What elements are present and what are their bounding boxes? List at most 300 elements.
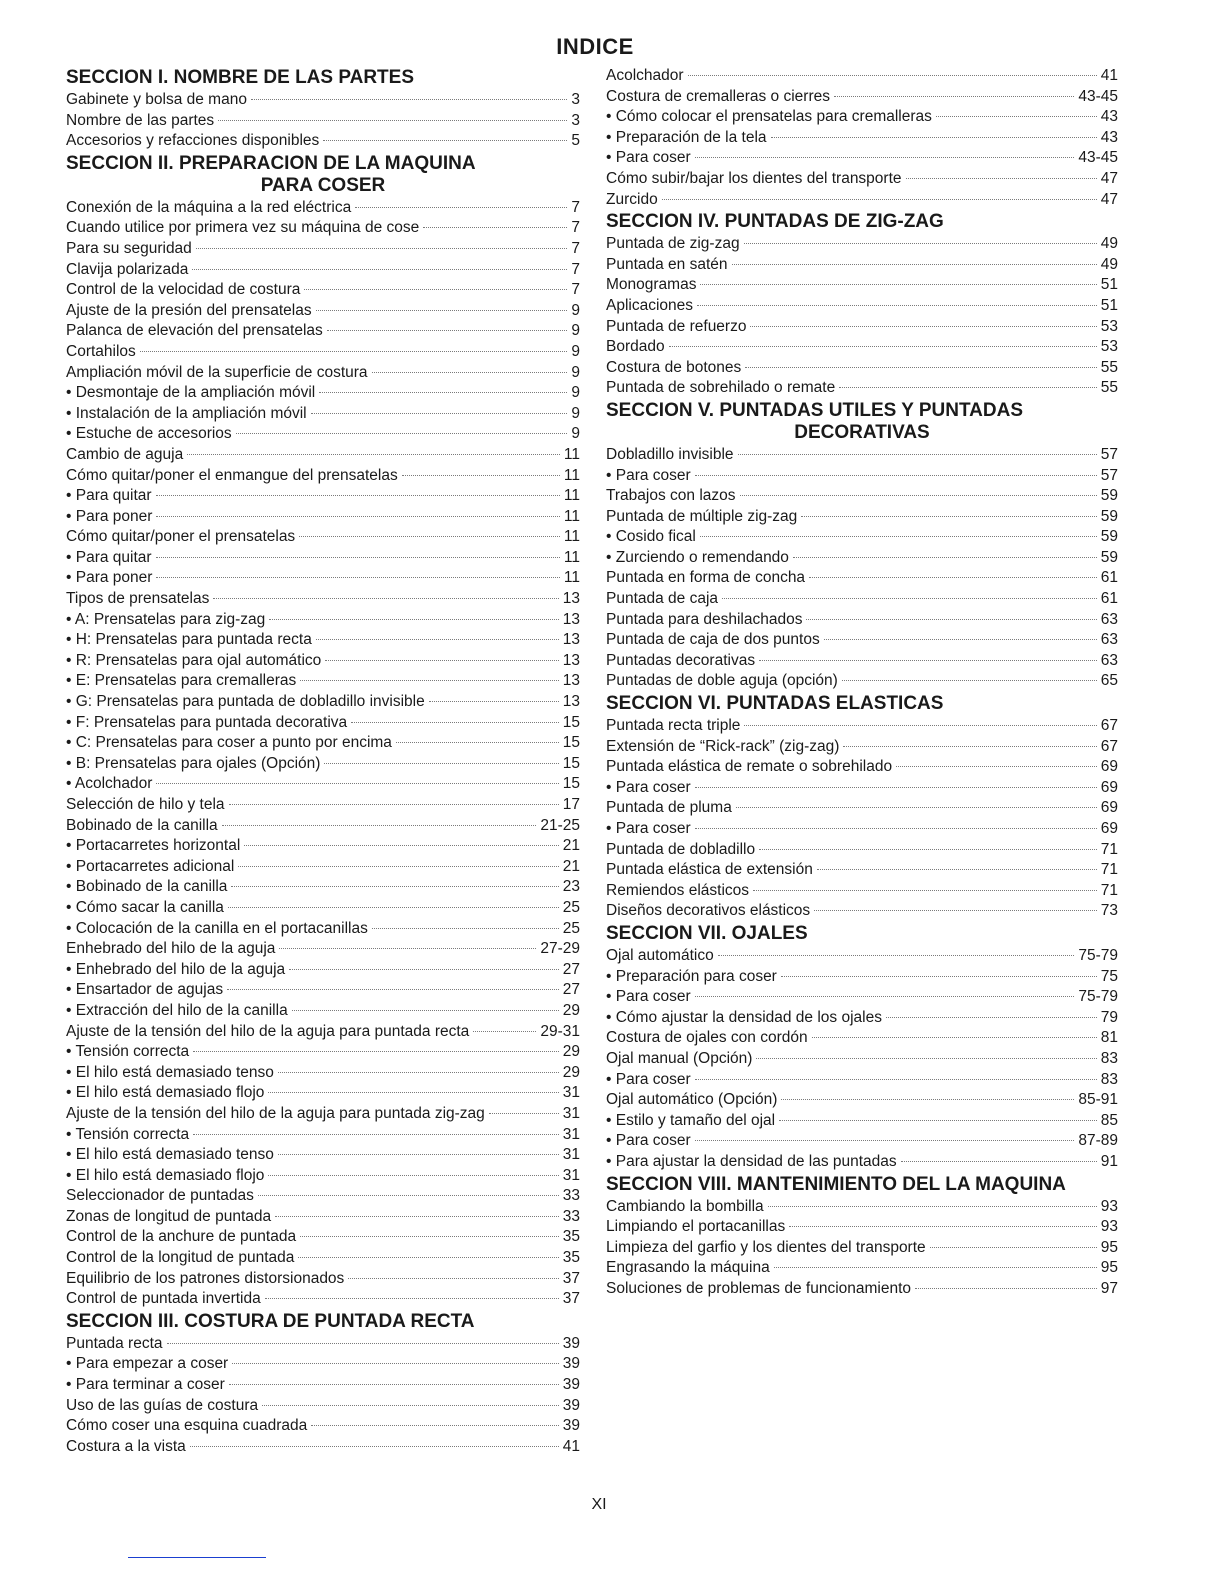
toc-entry[interactable] <box>66 507 580 528</box>
dot-leader <box>774 1266 1097 1268</box>
toc-entry[interactable] <box>606 1258 1118 1279</box>
dot-leader <box>187 453 560 455</box>
entry-page: 29 <box>562 1001 580 1019</box>
entry-title: Seleccionador de puntadas <box>66 1187 254 1205</box>
dot-leader <box>299 535 560 537</box>
entry-page: 75-79 <box>1078 946 1118 964</box>
dot-leader <box>695 156 1075 158</box>
toc-entry[interactable] <box>606 148 1118 169</box>
entry-page: 39 <box>562 1355 580 1373</box>
entry-page: 7 <box>571 239 580 257</box>
entry-title: • Zurciendo o remendando <box>606 548 789 566</box>
toc-entry[interactable] <box>66 816 580 837</box>
toc-entry[interactable] <box>66 713 580 734</box>
toc-entry[interactable] <box>66 527 580 548</box>
toc-entry[interactable] <box>66 280 580 301</box>
entry-page: 91 <box>1100 1152 1118 1170</box>
dot-leader <box>236 432 568 434</box>
dot-leader <box>229 1383 559 1385</box>
entry-title: Cambiando la bombilla <box>606 1197 764 1215</box>
toc-entry[interactable] <box>66 960 580 981</box>
toc-entry[interactable] <box>606 337 1118 358</box>
dot-leader <box>316 309 568 311</box>
toc-entry[interactable] <box>66 692 580 713</box>
section-heading-line: SECCION VIII. MANTENIMIENTO DEL LA MAQUINA <box>606 1173 1066 1195</box>
dot-leader <box>429 700 559 702</box>
entry-page: 69 <box>1100 778 1118 796</box>
dot-leader <box>227 988 559 990</box>
toc-entry[interactable] <box>66 424 580 445</box>
toc-entry[interactable] <box>606 967 1118 988</box>
entry-title: Tipos de prensatelas <box>66 590 210 608</box>
dot-leader <box>269 618 558 620</box>
toc-entry[interactable] <box>606 716 1118 737</box>
entry-page: 31 <box>562 1084 580 1102</box>
toc-entry[interactable] <box>606 234 1118 255</box>
toc-entry[interactable] <box>66 321 580 342</box>
dot-leader <box>695 995 1075 997</box>
toc-entry[interactable] <box>66 1248 580 1269</box>
toc-entry[interactable] <box>66 939 580 960</box>
entry-page: 61 <box>1100 569 1118 587</box>
entry-title: Ojal automático <box>606 946 714 964</box>
entry-page: 85-91 <box>1078 1091 1118 1109</box>
dot-leader <box>279 947 536 949</box>
toc-entry[interactable] <box>606 1070 1118 1091</box>
section-heading-line-2: PARA COSER <box>260 174 386 196</box>
toc-entry[interactable] <box>66 1269 580 1290</box>
entry-page: 35 <box>562 1249 580 1267</box>
toc-entry[interactable] <box>66 919 580 940</box>
page-title: INDICE <box>556 34 634 59</box>
entry-page: 7 <box>571 219 580 237</box>
dot-leader <box>196 247 568 249</box>
dot-leader <box>372 927 559 929</box>
toc-entry[interactable] <box>606 87 1118 108</box>
entry-page: 13 <box>562 651 580 669</box>
entry-page: 79 <box>1100 1008 1118 1026</box>
dot-leader <box>324 762 558 764</box>
toc-entry[interactable] <box>606 275 1118 296</box>
entry-title: • El hilo está demasiado flojo <box>66 1166 265 1184</box>
toc-entry[interactable] <box>66 1334 580 1355</box>
toc-entry[interactable] <box>66 90 580 111</box>
toc-entry[interactable] <box>66 877 580 898</box>
entry-title: • Ensartador de agujas <box>66 981 224 999</box>
toc-entry[interactable] <box>66 630 580 651</box>
entry-title: • Extracción del hilo de la canilla <box>66 1001 288 1019</box>
toc-entry[interactable] <box>606 317 1118 338</box>
toc-entry[interactable] <box>606 798 1118 819</box>
toc-entry[interactable] <box>606 507 1118 528</box>
entry-title: • Colocación de la canilla en el portacanillas <box>66 919 368 937</box>
dot-leader <box>740 494 1097 496</box>
entry-title: • Para coser <box>606 778 691 796</box>
entry-page: 11 <box>563 507 580 525</box>
entry-page: 75-79 <box>1078 988 1118 1006</box>
entry-title: Cortahilos <box>66 342 136 360</box>
toc-entry[interactable] <box>606 819 1118 840</box>
entry-page: 3 <box>571 111 580 129</box>
entry-page: 11 <box>563 466 580 484</box>
entry-page: 17 <box>562 796 580 813</box>
toc-entry[interactable] <box>606 1028 1118 1049</box>
entry-page: 61 <box>1100 590 1118 608</box>
toc-entry[interactable] <box>606 378 1118 399</box>
dot-leader <box>738 453 1097 455</box>
toc-entry[interactable] <box>606 445 1118 466</box>
entry-title: • G: Prensatelas para puntada de dobladillo invisible <box>66 693 425 711</box>
entry-title: • B: Prensatelas para ojales (Opción) <box>66 754 321 772</box>
dot-leader <box>268 1174 558 1176</box>
toc-entry[interactable] <box>66 671 580 692</box>
toc-entry[interactable] <box>66 980 580 1001</box>
dot-leader <box>423 226 567 228</box>
dot-leader <box>238 865 558 867</box>
toc-entry[interactable] <box>606 610 1118 631</box>
toc-entry[interactable] <box>606 881 1118 902</box>
dot-leader <box>355 206 567 208</box>
dot-leader <box>300 679 558 681</box>
toc-entry[interactable] <box>66 651 580 672</box>
entry-title: Trabajos con lazos <box>606 487 736 505</box>
entry-title: Bordado <box>606 338 665 356</box>
toc-entry[interactable] <box>66 1437 580 1458</box>
dot-leader <box>268 1091 558 1093</box>
toc-entry[interactable] <box>606 527 1118 548</box>
section-heading <box>66 67 580 89</box>
dot-leader <box>300 1235 559 1237</box>
toc-entry[interactable] <box>66 754 580 775</box>
entry-title: Puntada de refuerzo <box>606 317 747 335</box>
entry-page: 9 <box>571 363 580 381</box>
entry-title: Puntada en satén <box>606 255 728 273</box>
dot-leader <box>372 371 568 373</box>
entry-page: 25 <box>562 898 580 916</box>
entry-page: 25 <box>562 919 580 937</box>
toc-entry[interactable] <box>66 1145 580 1166</box>
toc-entry[interactable] <box>606 568 1118 589</box>
dot-leader <box>156 556 560 558</box>
toc-entry[interactable] <box>606 190 1118 211</box>
toc-entry[interactable] <box>66 363 580 384</box>
entry-page: 63 <box>1100 631 1118 649</box>
entry-title: Cambio de aguja <box>66 445 184 463</box>
toc-entry[interactable] <box>606 466 1118 487</box>
toc-entry[interactable] <box>606 1152 1118 1173</box>
dot-leader <box>473 1030 536 1032</box>
entry-page: 53 <box>1100 338 1118 356</box>
toc-entry[interactable] <box>66 898 580 919</box>
dot-leader <box>759 659 1097 661</box>
toc-entry[interactable] <box>606 757 1118 778</box>
entry-title: Monogramas <box>606 276 697 294</box>
toc-entry[interactable] <box>606 358 1118 379</box>
toc-entry[interactable] <box>66 1166 580 1187</box>
dot-leader <box>669 345 1097 347</box>
toc-entry[interactable] <box>66 836 580 857</box>
dot-leader <box>901 1160 1097 1162</box>
toc-entry[interactable] <box>66 301 580 322</box>
entry-page: 57 <box>1100 466 1118 484</box>
entry-title: • A: Prensatelas para zig-zag <box>66 610 266 628</box>
dot-leader <box>736 806 1097 808</box>
toc-entry[interactable] <box>606 1217 1118 1238</box>
entry-title: • Para coser <box>606 1132 691 1150</box>
dot-leader <box>789 1225 1097 1227</box>
entry-title: Ampliación móvil de la superficie de costura <box>66 363 368 381</box>
dot-leader <box>695 1078 1097 1080</box>
toc-entry[interactable] <box>606 107 1118 128</box>
entry-page: 15 <box>562 713 580 731</box>
dot-leader <box>402 474 560 476</box>
dot-leader <box>275 1215 559 1217</box>
toc-entry[interactable] <box>606 548 1118 569</box>
toc-entry[interactable] <box>606 589 1118 610</box>
entry-title: Nombre de las partes <box>66 111 215 129</box>
entry-title: • Estilo y tamaño del ojal <box>606 1111 776 1129</box>
entry-title: Conexión de la máquina a la red eléctrica <box>66 198 352 216</box>
entry-page: 95 <box>1100 1238 1118 1256</box>
dot-leader <box>327 329 568 331</box>
toc-entry[interactable] <box>66 1354 580 1375</box>
entry-title: • Portacarretes adicional <box>66 857 235 875</box>
entry-title: Control de la anchure de puntada <box>66 1228 297 1246</box>
dot-leader <box>753 889 1097 891</box>
entry-page: 43-45 <box>1078 149 1118 167</box>
toc-entry[interactable] <box>606 630 1118 651</box>
dot-leader <box>695 786 1097 788</box>
toc-entry[interactable] <box>66 1375 580 1396</box>
entry-page: 31 <box>562 1146 580 1164</box>
dot-leader <box>244 844 558 846</box>
entry-page: 39 <box>562 1334 580 1352</box>
entry-page: 21-25 <box>540 816 580 834</box>
entry-page: 9 <box>571 425 580 443</box>
toc-entry[interactable] <box>66 466 580 487</box>
entry-page: 15 <box>562 734 580 752</box>
section-heading <box>66 153 580 197</box>
dot-leader <box>156 494 560 496</box>
toc-entry[interactable] <box>66 1001 580 1022</box>
toc-entry[interactable] <box>606 66 1118 87</box>
entry-title: • Cosido fical <box>606 528 696 546</box>
entry-page: 93 <box>1100 1197 1118 1215</box>
toc-entry[interactable] <box>66 445 580 466</box>
dot-leader <box>906 177 1097 179</box>
toc-entry[interactable] <box>66 1022 580 1043</box>
entry-title: Puntada para deshilachados <box>606 610 803 628</box>
entry-title: Puntadas de doble aguja (opción) <box>606 672 838 690</box>
toc-entry[interactable] <box>66 1227 580 1248</box>
toc-entry[interactable] <box>66 1416 580 1437</box>
entry-title: • Preparación para coser <box>606 967 777 985</box>
toc-entry[interactable] <box>66 1186 580 1207</box>
section-heading-line: SECCION II. PREPARACION DE LA MAQUINA <box>66 152 476 174</box>
entry-page: 47 <box>1100 190 1118 208</box>
toc-entry[interactable] <box>66 774 580 795</box>
toc-entry[interactable] <box>66 131 580 152</box>
toc-entry[interactable] <box>66 486 580 507</box>
entry-page: 11 <box>563 445 580 463</box>
entry-page: 21 <box>562 857 580 875</box>
toc-entry[interactable] <box>66 589 580 610</box>
toc-entry[interactable] <box>606 128 1118 149</box>
entry-title: Cómo subir/bajar los dientes del transporte <box>606 169 902 187</box>
entry-page: 75 <box>1100 967 1118 985</box>
toc-entry[interactable] <box>66 1083 580 1104</box>
toc-entry[interactable] <box>66 610 580 631</box>
toc-entry[interactable] <box>606 737 1118 758</box>
dot-leader <box>298 1256 558 1258</box>
entry-page: 49 <box>1100 235 1118 253</box>
toc-entry[interactable] <box>606 1131 1118 1152</box>
entry-title: • Instalación de la ampliación móvil <box>66 404 307 422</box>
toc-entry[interactable] <box>66 1289 580 1310</box>
entry-title: Dobladillo invisible <box>606 445 734 463</box>
entry-title: • Cómo ajustar la densidad de los ojales <box>606 1008 882 1026</box>
toc-entry[interactable] <box>66 795 580 816</box>
dot-leader <box>722 597 1097 599</box>
toc-entry[interactable] <box>606 860 1118 881</box>
entry-title: Clavija polarizada <box>66 260 189 278</box>
toc-entry[interactable] <box>606 1008 1118 1029</box>
toc-entry[interactable] <box>66 1042 580 1063</box>
dot-leader <box>258 1194 559 1196</box>
section-heading-line: SECCION VI. PUNTADAS ELASTICAS <box>606 693 944 715</box>
entry-page: 27-29 <box>540 940 580 958</box>
entry-title: Ajuste de la presión del prensatelas <box>66 301 312 319</box>
dot-leader <box>745 366 1096 368</box>
entry-title: Costura de botones <box>606 358 742 376</box>
toc-entry[interactable] <box>606 778 1118 799</box>
entry-page: 9 <box>571 322 580 340</box>
entry-page: 59 <box>1100 507 1118 525</box>
entry-title: Puntada elástica de remate o sobrehilado <box>606 758 893 776</box>
toc-entry[interactable] <box>606 1111 1118 1132</box>
toc-entry[interactable] <box>66 218 580 239</box>
dot-leader <box>396 741 559 743</box>
toc-entry[interactable] <box>66 733 580 754</box>
section-heading <box>606 1174 1118 1196</box>
dot-leader <box>896 765 1097 767</box>
entry-page: 73 <box>1100 902 1118 920</box>
dot-leader <box>156 576 559 578</box>
toc-entry[interactable] <box>66 111 580 132</box>
toc-entry[interactable] <box>606 1279 1118 1300</box>
toc-entry[interactable] <box>66 857 580 878</box>
dot-leader <box>700 283 1096 285</box>
toc-entry[interactable] <box>606 1049 1118 1070</box>
toc-entry[interactable] <box>66 1125 580 1146</box>
entry-page: 83 <box>1100 1049 1118 1067</box>
entry-page: 41 <box>1100 67 1118 84</box>
toc-entry[interactable] <box>66 1063 580 1084</box>
section-heading <box>66 1311 580 1333</box>
dot-leader <box>319 391 567 393</box>
dot-leader <box>348 1277 558 1279</box>
entry-title: Accesorios y refacciones disponibles <box>66 132 320 150</box>
entry-page: 71 <box>1100 840 1118 858</box>
entry-page: 81 <box>1100 1029 1118 1047</box>
entry-title: Ajuste de la tensión del hilo de la aguja para puntada recta <box>66 1022 470 1040</box>
toc-entry[interactable] <box>606 671 1118 692</box>
toc-entry[interactable] <box>606 296 1118 317</box>
entry-page: 63 <box>1100 610 1118 628</box>
toc-entry[interactable] <box>606 486 1118 507</box>
entry-page: 59 <box>1100 528 1118 546</box>
toc-entry[interactable] <box>66 1207 580 1228</box>
entry-page: 43 <box>1100 128 1118 146</box>
entry-page: 39 <box>562 1376 580 1394</box>
entry-title: Puntada de sobrehilado o remate <box>606 379 836 397</box>
toc-entry[interactable] <box>66 239 580 260</box>
toc-entry[interactable] <box>66 1104 580 1125</box>
dot-leader <box>915 1287 1097 1289</box>
footer-rule <box>128 1557 266 1558</box>
dot-leader <box>156 782 558 784</box>
dot-leader <box>843 745 1096 747</box>
toc-entry[interactable] <box>606 1238 1118 1259</box>
entry-title: • Para coser <box>606 466 691 484</box>
entry-title: Enhebrado del hilo de la aguja <box>66 940 276 958</box>
toc-entry[interactable] <box>66 260 580 281</box>
entry-title: • Para coser <box>606 149 691 167</box>
toc-entry[interactable] <box>66 1396 580 1417</box>
entry-title: Aplicaciones <box>606 296 694 314</box>
toc-entry[interactable] <box>606 1090 1118 1111</box>
toc-entry[interactable] <box>606 169 1118 190</box>
toc-entry[interactable] <box>606 946 1118 967</box>
entry-page: 43-45 <box>1078 87 1118 105</box>
toc-entry[interactable] <box>606 840 1118 861</box>
dot-leader <box>695 474 1097 476</box>
entry-title: • Para coser <box>606 1070 691 1088</box>
entry-page: 71 <box>1100 861 1118 879</box>
toc-entry[interactable] <box>66 342 580 363</box>
toc-entry[interactable] <box>606 255 1118 276</box>
toc-entry[interactable] <box>606 987 1118 1008</box>
entry-page: 51 <box>1100 296 1118 314</box>
entry-title: Limpieza del garfio y los dientes del transporte <box>606 1238 926 1256</box>
toc-entry[interactable] <box>66 198 580 219</box>
entry-page: 37 <box>562 1269 580 1287</box>
entry-title: Control de puntada invertida <box>66 1290 261 1308</box>
toc-entry[interactable] <box>66 548 580 569</box>
entry-title: • Para poner <box>66 569 153 587</box>
entry-title: • H: Prensatelas para puntada recta <box>66 631 312 649</box>
entry-page: 11 <box>563 548 580 566</box>
entry-title: • Para coser <box>606 820 691 837</box>
toc-entry[interactable] <box>606 901 1118 922</box>
entry-page: 37 <box>562 1290 580 1308</box>
entry-title: • Desmontaje de la ampliación móvil <box>66 384 316 402</box>
entry-page: 9 <box>571 404 580 422</box>
toc-entry[interactable] <box>606 1197 1118 1218</box>
entry-title: Puntada recta <box>66 1334 163 1352</box>
entry-page: 13 <box>562 610 580 628</box>
entry-title: • Para ajustar la densidad de las puntadas <box>606 1152 897 1170</box>
toc-entry[interactable] <box>606 651 1118 672</box>
dot-leader <box>292 1009 559 1011</box>
entry-title: • Estuche de accesorios <box>66 425 232 443</box>
entry-title: • Cómo colocar el prensatelas para cremalleras <box>606 108 932 126</box>
dot-leader <box>779 1119 1097 1121</box>
toc-entry[interactable] <box>66 404 580 425</box>
toc-entry[interactable] <box>66 383 580 404</box>
dot-leader <box>304 288 567 290</box>
toc-entry[interactable] <box>66 568 580 589</box>
